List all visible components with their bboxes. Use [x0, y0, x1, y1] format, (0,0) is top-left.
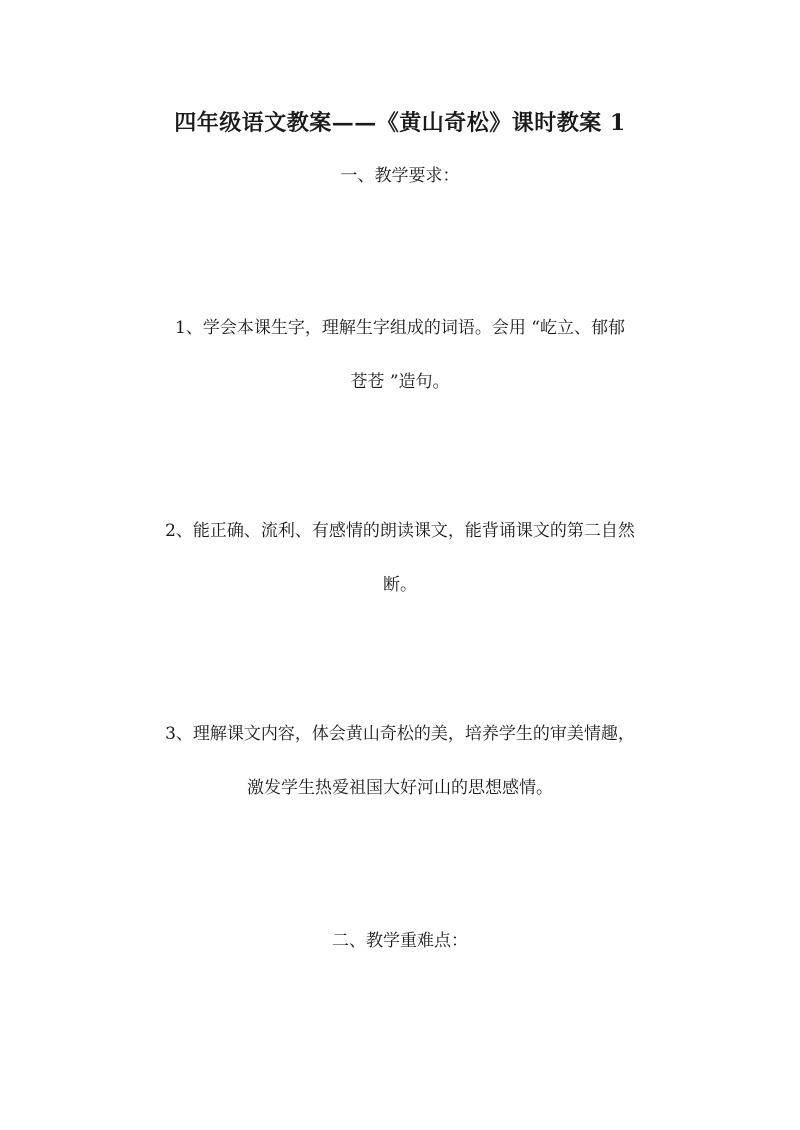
requirement-item-2: [110, 519, 690, 597]
requirement-item-1-line-2: 苍苍 ”造句。: [350, 372, 450, 392]
requirement-item-3-line-1: 3、理解课文内容，体会黄山奇松的美，培养学生的审美情趣，: [165, 724, 635, 744]
requirement-item-3: [110, 722, 690, 800]
requirement-item-2-line-1: 2、能正确、流利、有感情的朗读课文，能背诵课文的第二自然: [165, 521, 635, 541]
section-heading-key-points: 二、教学重难点：: [332, 931, 468, 951]
requirement-item-1-line-1: 1、学会本课生字，理解生字组成的词语。会用 “屹立、郁郁: [175, 318, 625, 338]
document-title: 四年级语文教案——《黄山奇松》课时教案 1: [174, 110, 626, 136]
requirement-item-3-line-2: 激发学生热爱祖国大好河山的思想感情。: [247, 778, 553, 798]
section-heading-requirements: 一、教学要求：: [340, 166, 460, 186]
requirement-item-1: [110, 316, 690, 394]
requirement-item-2-line-2: 断。: [383, 575, 417, 595]
